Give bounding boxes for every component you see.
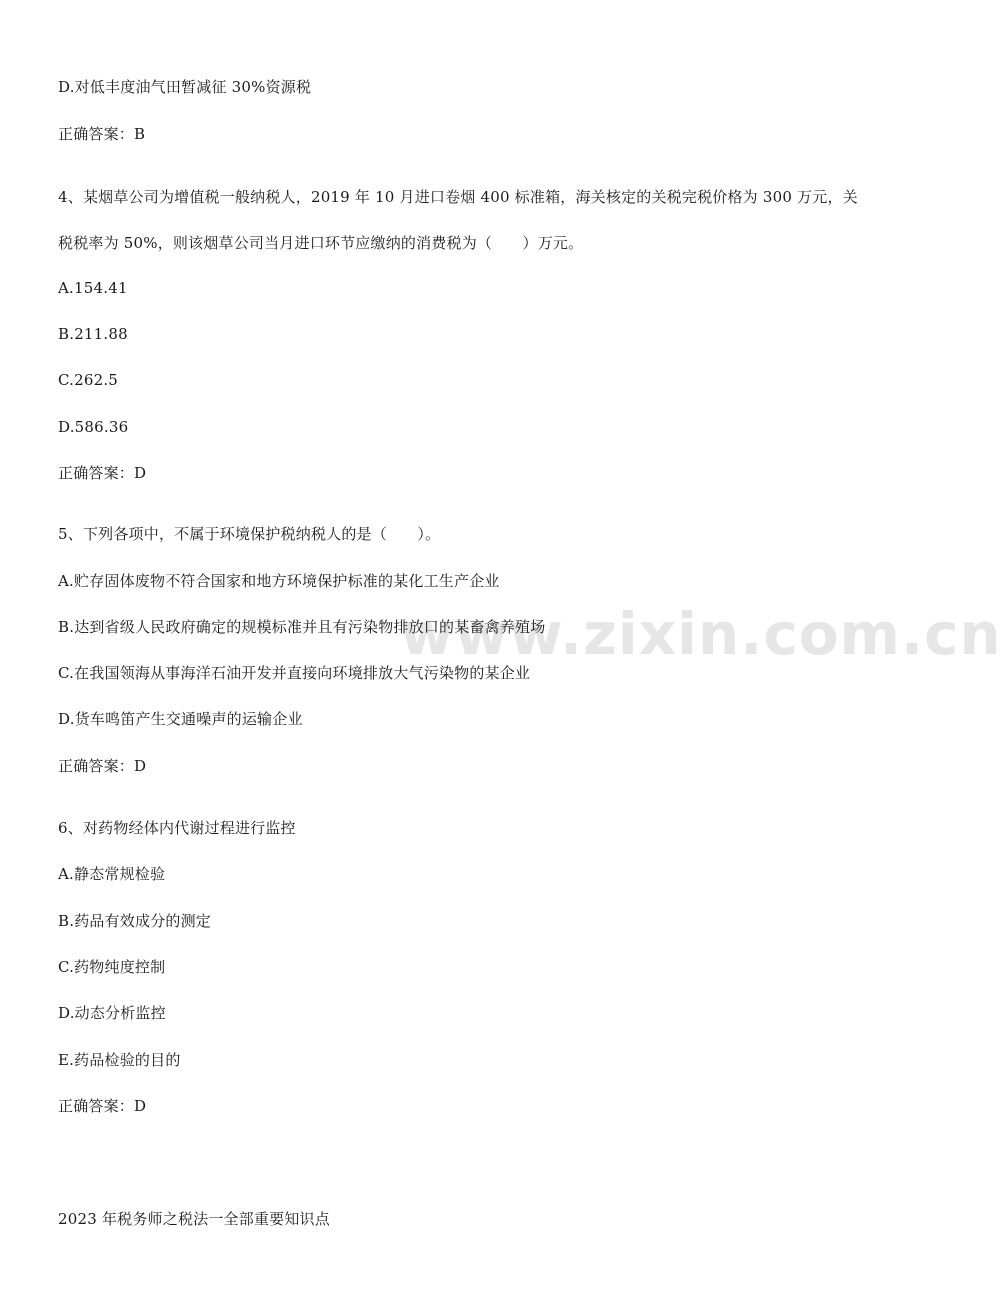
watermark: www.zixin.com.cn [400, 600, 1002, 668]
q5-answer: 正确答案：D [58, 757, 147, 775]
q4-option-c: C.262.5 [58, 371, 119, 389]
q6-option-e: E.药品检验的目的 [58, 1051, 181, 1069]
q3-option-d: D.对低丰度油气田暂减征 30%资源税 [58, 78, 312, 96]
q5-option-d: D.货车鸣笛产生交通噪声的运输企业 [58, 710, 303, 728]
q6-option-c: C.药物纯度控制 [58, 958, 166, 976]
q4-option-d: D.586.36 [58, 418, 129, 436]
q6-option-a: A.静态常规检验 [58, 865, 166, 883]
q6-option-b: B.药品有效成分的测定 [58, 912, 211, 930]
q5-option-c: C.在我国领海从事海洋石油开发并直接向环境排放大气污染物的某企业 [58, 664, 531, 682]
page-footer: 2023 年税务师之税法一全部重要知识点 [58, 1210, 330, 1228]
q3-answer: 正确答案：B [58, 125, 146, 143]
q4-option-b: B.211.88 [58, 325, 128, 343]
q5-option-a: A.贮存固体废物不符合国家和地方环境保护标准的某化工生产企业 [58, 572, 500, 590]
q4-option-a: A.154.41 [58, 279, 128, 297]
q5-stem: 5、下列各项中，不属于环境保护税纳税人的是（ ）。 [58, 525, 441, 543]
q5-option-b: B.达到省级人民政府确定的规模标准并且有污染物排放口的某畜禽养殖场 [58, 618, 546, 636]
q6-stem: 6、对药物经体内代谢过程进行监控 [58, 819, 296, 837]
q6-answer: 正确答案：D [58, 1097, 147, 1115]
q4-answer: 正确答案：D [58, 464, 147, 482]
q6-option-d: D.动态分析监控 [58, 1004, 166, 1022]
q4-stem: 4、某烟草公司为增值税一般纳税人，2019 年 10 月进口卷烟 400 标准箱，海关核定的关税完税价格为 300 万元，关税税率为 50%，则该烟草公司当月进口环节应缴纳的消费税为（ ）万元。 [58, 188, 858, 252]
